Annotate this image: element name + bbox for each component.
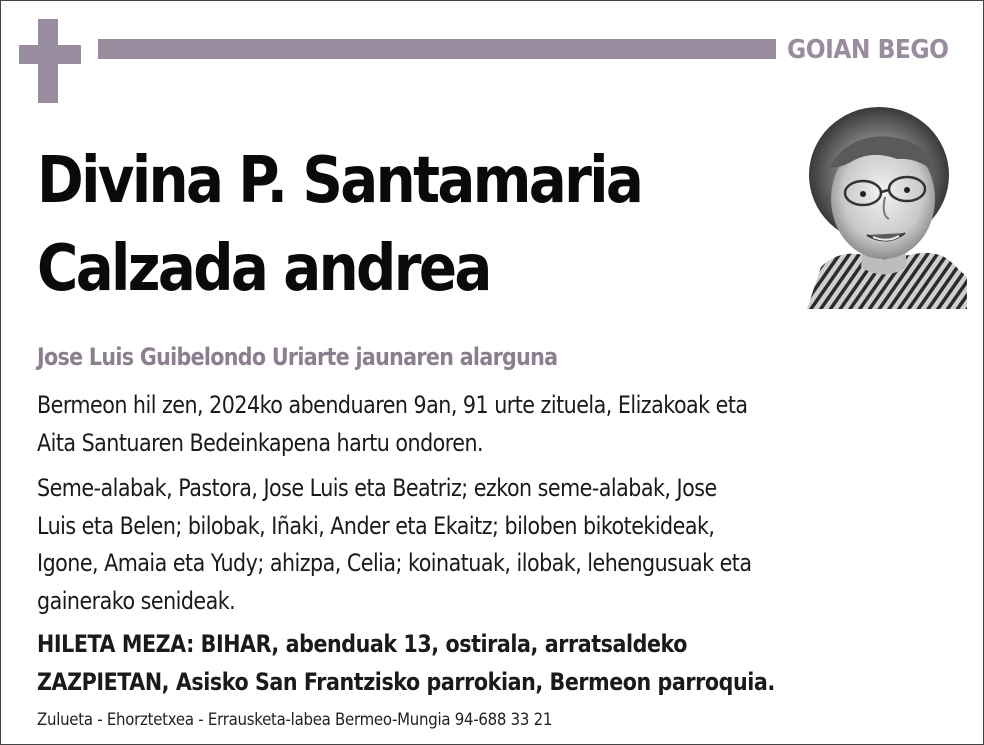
family-paragraph	[37, 470, 949, 620]
funeral-paragraph	[37, 626, 949, 701]
text-line: Igone, Amaia eta Yudy; ahizpa, Celia; koinatuak, ilobak, lehengusuak eta	[37, 549, 752, 577]
text-line: Bermeon hil zen, 2024ko abenduaren 9an, 91 urte zituela, Elizakoak eta	[37, 391, 748, 419]
text-line: Aita Santuaren Bedeinkapena hartu ondoren.	[37, 428, 484, 457]
header-badge: GOIAN BEGO	[787, 35, 949, 65]
text-line: HILETA MEZA: BIHAR, abenduak 13, ostirala, arratsaldeko	[37, 630, 688, 658]
header-rule	[98, 39, 776, 59]
cross-icon-bar	[19, 45, 81, 64]
spouse-line: Jose Luis Guibelondo Uriarte jaunaren alarguna	[37, 343, 558, 371]
text-line: Luis eta Belen; bilobak, Iñaki, Ander eta Ekaitz; biloben bikotekideak,	[37, 511, 715, 540]
portrait-image	[801, 97, 967, 309]
name-line-1: Divina P. Santamaria	[37, 144, 642, 218]
text-line: gainerako senideak.	[37, 586, 236, 615]
funeral-home-footer: Zulueta - Ehorztetxea - Errausketa-labea Bermeo-Mungia 94-688 33 21	[37, 710, 553, 730]
death-paragraph	[37, 387, 949, 462]
text-line: ZAZPIETAN, Asisko San Frantzisko parrokian, Bermeon parroquia.	[37, 667, 775, 696]
portrait-photo	[801, 97, 967, 309]
name-line-2: Calzada andrea	[37, 232, 490, 306]
deceased-name	[37, 137, 706, 313]
text-line: Seme-alabak, Pastora, Jose Luis eta Beatriz; ezkon seme-alabak, Jose	[37, 474, 717, 502]
